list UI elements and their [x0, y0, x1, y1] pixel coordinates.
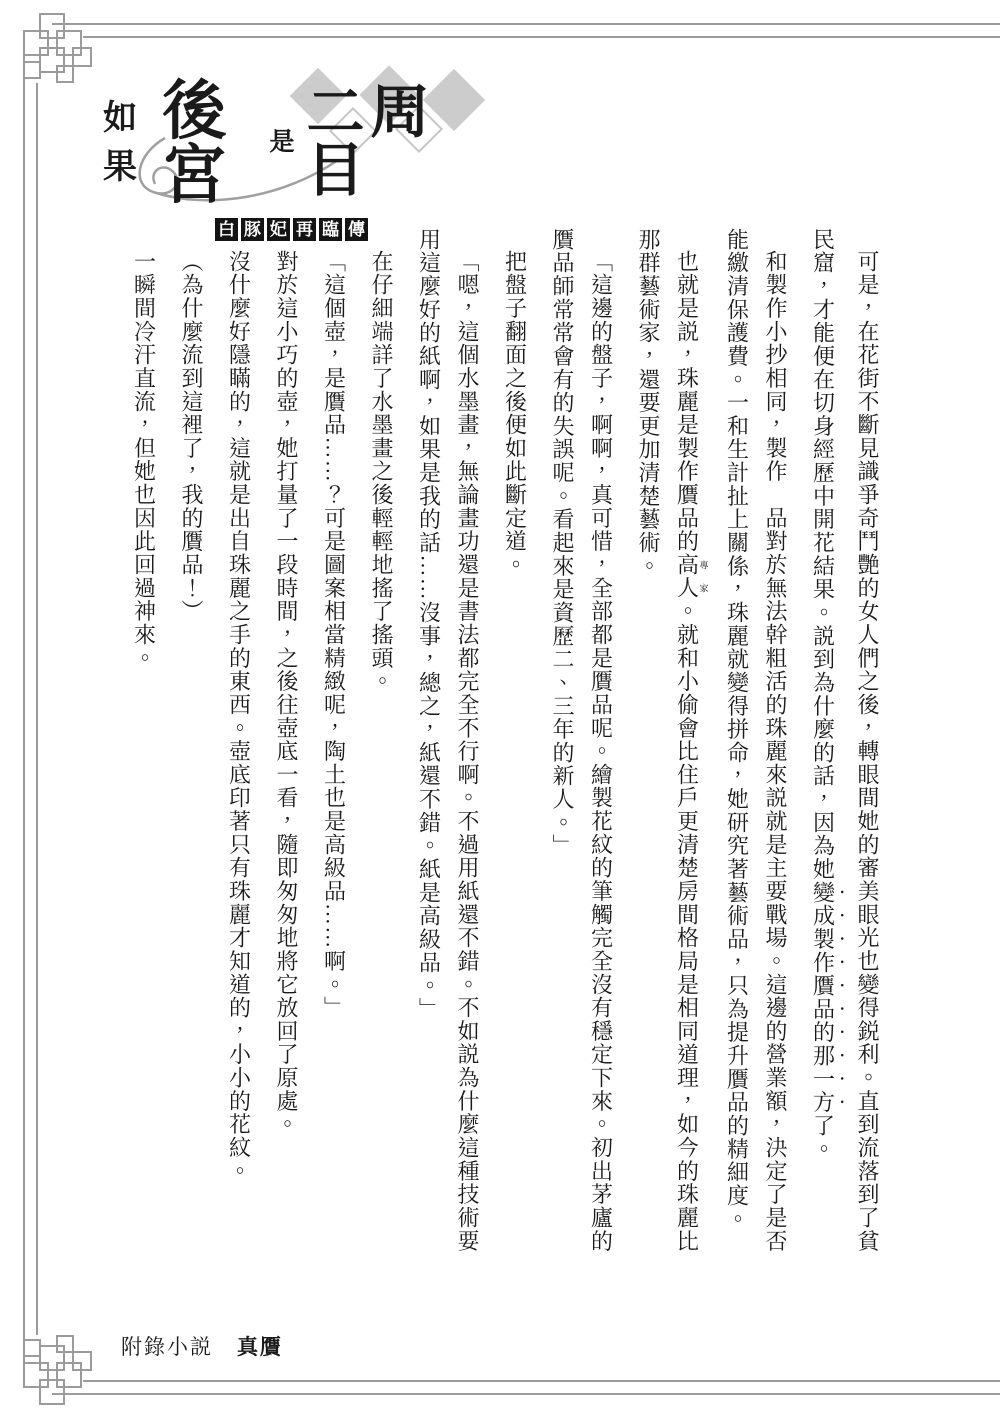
subtitle-char-box: 妃	[267, 218, 290, 241]
novel-paragraph: 「這邊的盤子，啊啊，真可惜，全部都是贋品呢。繪製花紋的筆觸完全沒有穩定下來。初出茅廬的贋品師常常會有的失誤呢。看起來是資歷二、三年的新人。」	[550, 228, 614, 1253]
emphasis-dotted-text: 變成製作贋品的那一方	[810, 880, 836, 1115]
novel-text	[114, 228, 886, 1262]
subtitle-char-box: 傳	[345, 218, 368, 241]
subtitle-char-box: 豚	[241, 218, 264, 241]
logo-title-part4: 二周目	[306, 80, 435, 203]
corner-ornament-top-left	[24, 14, 1000, 82]
novel-paragraph: 沒什麼好隱瞞的，這就是出自珠麗之手的東西。壺底印著只有珠麗才知道的，小小的花紋。	[226, 250, 252, 1183]
novel-paragraph: 一瞬間冷汗直流，但她也因此回過神來。	[131, 250, 157, 670]
novel-paragraph: （為什麼流到這裡了，我的贋品！）	[179, 250, 204, 624]
footer-section-label: 附錄小説	[121, 1335, 213, 1359]
logo-title-part2: 後宮	[162, 76, 227, 211]
subtitle-char-box: 白	[215, 218, 238, 241]
logo-title-row	[103, 76, 463, 211]
novel-paragraph: 把盤子翻面之後便如此斷定道。	[502, 250, 528, 577]
logo-title-end-wrap	[306, 80, 463, 203]
subtitle-char-box: 臨	[319, 218, 342, 241]
subtitle-char-box: 再	[293, 218, 316, 241]
logo-title-part3: 是	[269, 129, 295, 156]
novel-paragraph: 在仔細端詳了水墨畫之後輕輕地搖了搖頭。	[369, 250, 394, 694]
novel-paragraph: 可是，在花街不斷見識爭奇鬥艷的女人們之後，轉眼間她的審美眼光也變得鋭利。直到流落到了貧民窟，才能便在切身經歷中開花結果。説到為什麼的話，因為她變成製作贋品的那一方了。	[810, 228, 880, 1253]
novel-paragraph: 「這個壺，是贋品……？可是圖案相當精緻呢，陶土也是高級品……啊。」	[321, 250, 347, 1020]
logo-subtitle	[215, 218, 463, 241]
novel-paragraph: 也就是説，珠麗是製作贋品的高人專家。就和小偷會比住戶更清楚房間格局是相同道理，如今的珠麗比那群藝術家，還要更加清楚藝術。	[636, 228, 708, 1253]
footer-caption	[121, 1331, 283, 1361]
footer-story-title: 真贋	[237, 1335, 283, 1359]
series-logo	[103, 76, 463, 241]
novel-paragraph: 「嗯，這個水墨畫，無論畫功還是書法都完全不行啊。不過用紙還不錯。不如説為什麼這種技術要用這麼好的紙啊，如果是我的話……沒事，總之，紙還不錯。紙是高級品。」	[416, 228, 480, 1253]
novel-paragraph: 對於這小巧的壺，她打量了一段時間，之後往壺底一看，隨即匆匆地將它放回了原處。	[274, 250, 299, 1137]
logo-title-part1: 如果	[103, 100, 138, 186]
ruby-annotated-word: 高人專家	[674, 553, 708, 600]
novel-paragraph: 和製作小抄相同，製作 品對於無法幹粗活的珠麗來説就是主要戰場。這邊的營業額，決定了是否能繳清保護費。一和生計扯上關係，珠麗就變得拼命，她研究著藝術品，只為提升贋品的精細度。	[724, 228, 788, 1253]
